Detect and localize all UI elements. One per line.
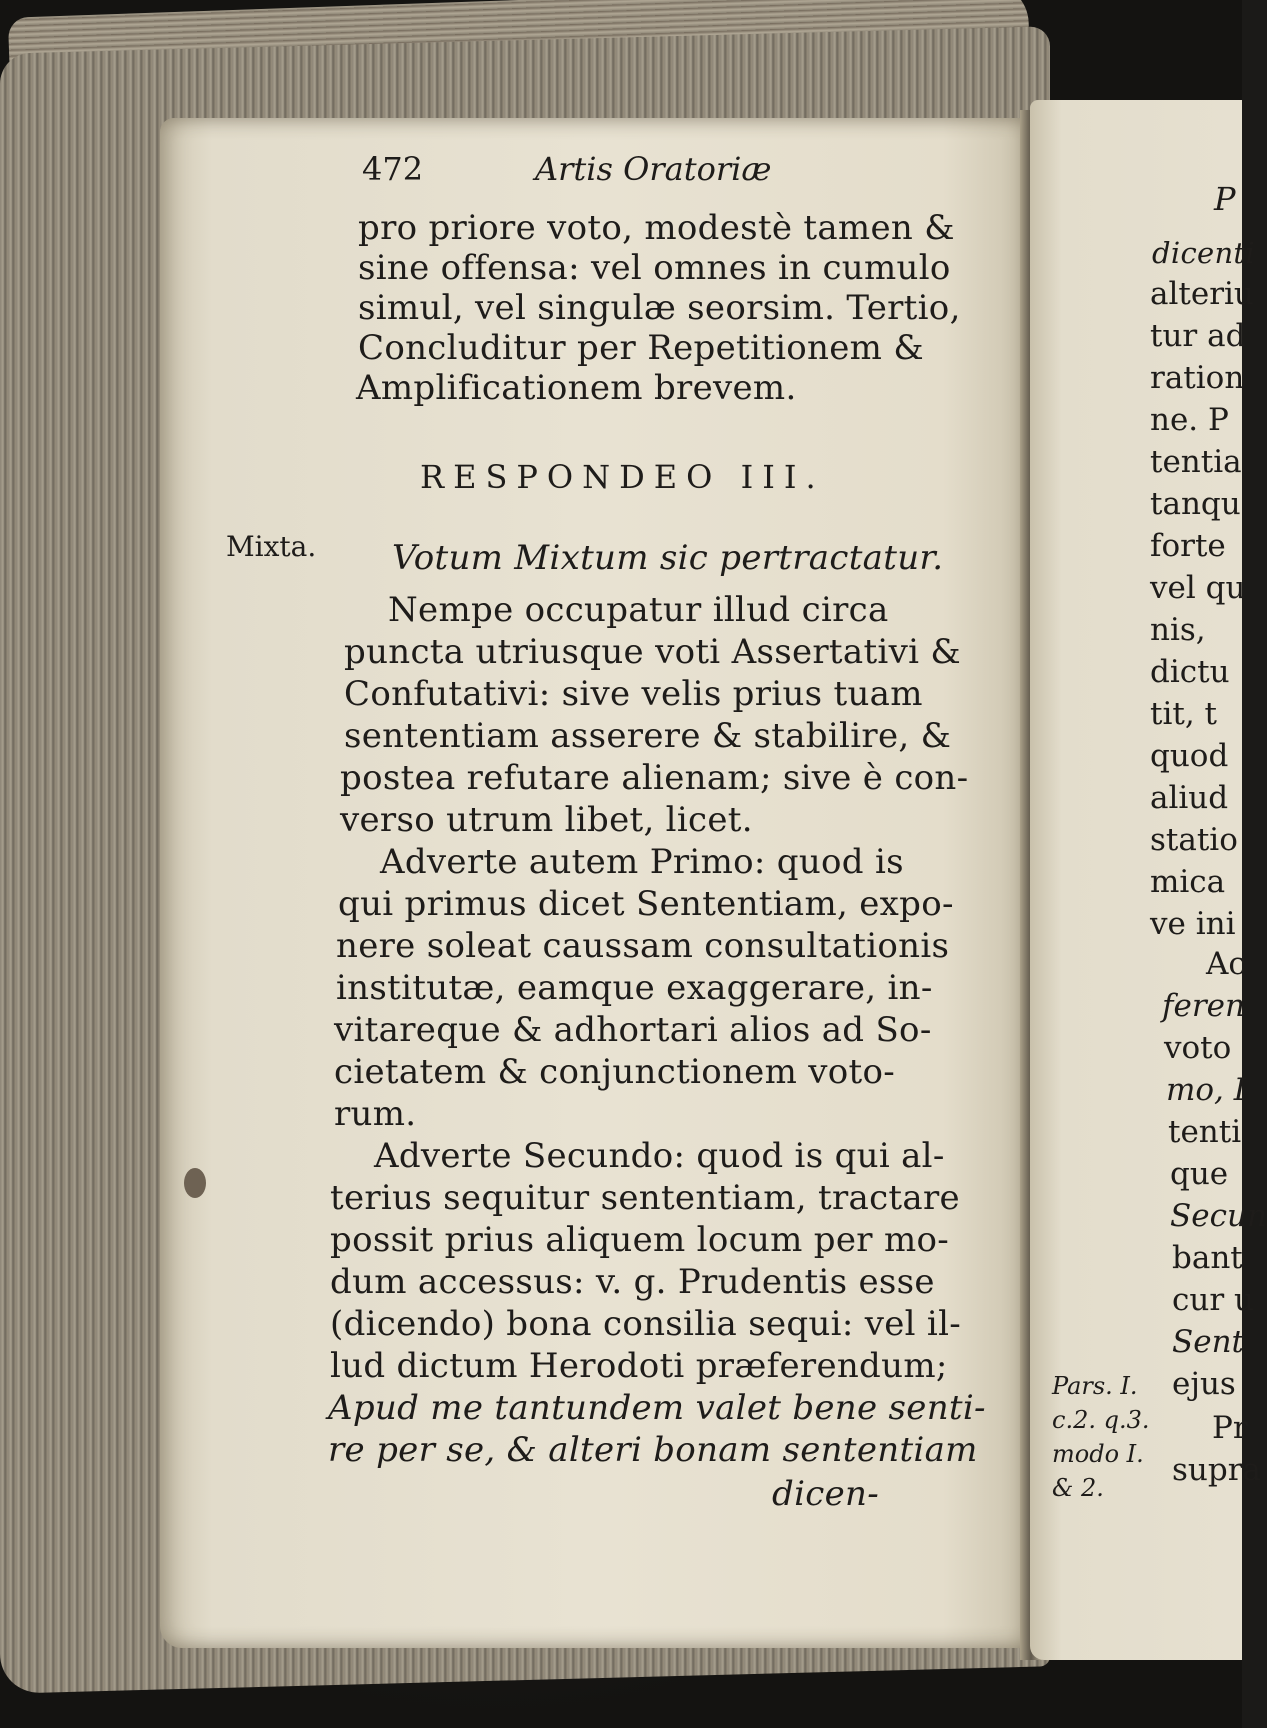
right-line: tentia bbox=[1150, 444, 1242, 480]
right-line: tit, t bbox=[1150, 696, 1217, 732]
right-line: Sent bbox=[1172, 1324, 1245, 1360]
text-line: Confutativi: sive velis prius tuam bbox=[344, 674, 923, 714]
margin-note-line: modo I. bbox=[1052, 1440, 1144, 1468]
text-line: sententiam asserere & stabilire, & bbox=[344, 716, 952, 756]
right-line: cur u bbox=[1172, 1282, 1254, 1318]
right-line: feren bbox=[1162, 988, 1245, 1024]
right-line: alteriu bbox=[1150, 276, 1254, 312]
margin-note-line: Pars. I. bbox=[1052, 1372, 1138, 1400]
text-line: puncta utriusque voti Assertativi & bbox=[344, 632, 961, 672]
right-line: ejus bbox=[1172, 1366, 1236, 1402]
text-line: (dicendo) bona consilia sequi: vel il- bbox=[330, 1304, 962, 1344]
text-line: pro priore voto, modestè tamen & bbox=[358, 208, 955, 248]
right-line: tanqu bbox=[1150, 486, 1241, 522]
text-line: verso utrum libet, licet. bbox=[340, 800, 753, 840]
right-header-fragment: P bbox=[1214, 180, 1236, 218]
page-number: 472 bbox=[362, 150, 424, 188]
right-line: mo, I bbox=[1166, 1072, 1247, 1108]
text-line: simul, vel singulæ seorsim. Tertio, bbox=[358, 288, 961, 328]
right-line: Secun bbox=[1170, 1198, 1267, 1234]
text-line: sine offensa: vel omnes in cumulo bbox=[358, 248, 951, 288]
text-line: re per se, & alteri bonam sententiam bbox=[328, 1430, 978, 1470]
text-line: terius sequitur sententiam, tractare bbox=[330, 1178, 960, 1218]
right-line: dicenti bbox=[1152, 236, 1255, 270]
catchword: dicen- bbox=[772, 1474, 879, 1514]
text-line: cietatem & conjunctionem voto- bbox=[334, 1052, 896, 1092]
margin-note: Mixta. bbox=[226, 530, 317, 563]
text-line: dum accessus: v. g. Prudentis esse bbox=[330, 1262, 935, 1302]
right-line: tur ad bbox=[1150, 318, 1246, 354]
text-line: Adverte Secundo: quod is qui al- bbox=[374, 1136, 945, 1176]
text-line: lud dictum Herodoti præferendum; bbox=[330, 1346, 948, 1386]
right-line: Ac bbox=[1206, 946, 1246, 982]
text-line: possit prius aliquem locum per mo- bbox=[330, 1220, 950, 1260]
right-line: ve ini bbox=[1150, 906, 1236, 942]
right-line: ration bbox=[1150, 360, 1245, 396]
right-line: voto bbox=[1164, 1030, 1232, 1066]
right-line: statio bbox=[1150, 822, 1238, 858]
text-line: vitareque & adhortari alios ad So- bbox=[334, 1010, 932, 1050]
right-line: ne. P bbox=[1150, 402, 1229, 438]
text-line: qui primus dicet Sententiam, expo- bbox=[338, 884, 954, 924]
text-line: nere soleat caussam consultationis bbox=[336, 926, 950, 966]
right-line: que bbox=[1170, 1156, 1229, 1192]
right-line: bant bbox=[1172, 1240, 1243, 1276]
text-line: Apud me tantundem valet bene senti- bbox=[328, 1388, 986, 1428]
right-line: aliud bbox=[1150, 780, 1229, 816]
right-line: nis, bbox=[1150, 612, 1206, 648]
right-line: dictu bbox=[1150, 654, 1230, 690]
text-line: Adverte autem Primo: quod is bbox=[380, 842, 904, 882]
text-line: rum. bbox=[334, 1094, 417, 1134]
right-line: mica bbox=[1150, 864, 1226, 900]
text-line: Amplificationem brevem. bbox=[356, 368, 797, 408]
right-line: supra bbox=[1172, 1452, 1262, 1488]
margin-note-line: & 2. bbox=[1052, 1474, 1104, 1502]
right-line: tenti bbox=[1168, 1114, 1242, 1150]
ink-stain bbox=[184, 1168, 206, 1198]
text-line: postea refutare alienam; sive è con- bbox=[340, 758, 969, 798]
section-heading: RESPONDEO III. bbox=[420, 458, 825, 496]
text-line: institutæ, eamque exaggerare, in- bbox=[336, 968, 933, 1008]
text-line: Nempe occupatur illud circa bbox=[388, 590, 889, 630]
subheading: Votum Mixtum sic pertractatur. bbox=[392, 538, 944, 578]
right-line: Pr bbox=[1212, 1410, 1248, 1446]
text-line: Concluditur per Repetitionem & bbox=[358, 328, 924, 368]
running-head: Artis Oratoriæ bbox=[535, 150, 772, 188]
right-line: vel qu bbox=[1150, 570, 1246, 606]
right-line: forte bbox=[1150, 528, 1226, 564]
margin-note-line: c.2. q.3. bbox=[1052, 1406, 1150, 1434]
right-line: quod bbox=[1150, 738, 1229, 774]
